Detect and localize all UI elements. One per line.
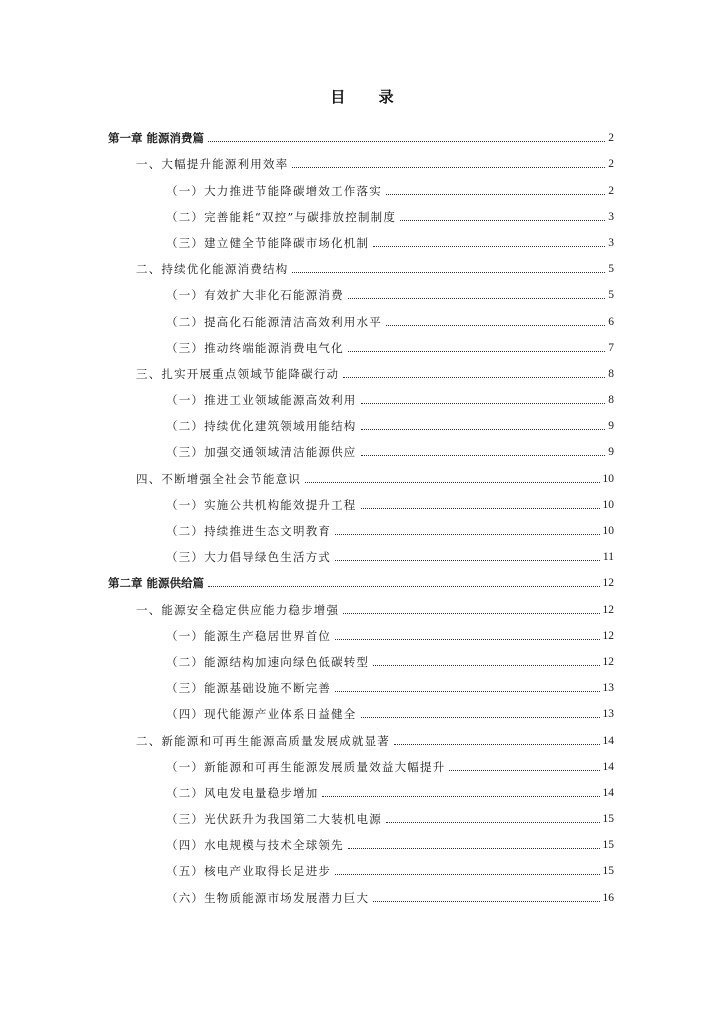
toc-entry-text: （一）能源生产稳居世界首位 <box>166 628 332 643</box>
toc-page-number: 2 <box>608 184 614 197</box>
toc-subsection-entry[interactable] <box>108 279 614 305</box>
toc-dot-leader <box>335 691 599 692</box>
toc-entry-text: （一）有效扩大非化石能源消费 <box>166 288 344 303</box>
toc-dot-leader <box>322 796 599 797</box>
toc-dot-leader <box>348 298 605 299</box>
toc-entry-text: 二、持续优化能源消费结构 <box>136 262 289 277</box>
toc-dot-leader <box>348 351 605 352</box>
toc-subsection-entry[interactable] <box>108 515 614 541</box>
toc-entry-text: （二）能源结构加速向绿色低碳转型 <box>166 654 370 669</box>
toc-entry-text: （四）现代能源产业体系日益健全 <box>166 707 357 722</box>
toc-subsection-entry[interactable] <box>108 803 614 829</box>
toc-dot-leader <box>208 141 605 142</box>
toc-page-number: 10 <box>602 472 614 485</box>
toc-subsection-entry[interactable] <box>108 620 614 646</box>
toc-subsection-entry[interactable] <box>108 410 614 436</box>
toc-page-number: 13 <box>602 682 614 695</box>
toc-entry-text: （四）水电规模与技术全球领先 <box>166 838 344 853</box>
toc-section-entry[interactable] <box>108 253 614 279</box>
toc-dot-leader <box>343 613 599 614</box>
toc-dot-leader <box>292 272 605 273</box>
toc-dot-leader <box>208 586 599 587</box>
toc-page-number: 2 <box>608 158 614 171</box>
toc-entry-text: （三）大力倡导绿色生活方式 <box>166 550 332 565</box>
toc-dot-leader <box>394 744 600 745</box>
toc-page-number: 14 <box>602 760 614 773</box>
toc-subsection-entry[interactable] <box>108 751 614 777</box>
toc-page-number: 8 <box>608 394 614 407</box>
toc-dot-leader <box>386 325 605 326</box>
toc-subsection-entry[interactable] <box>108 489 614 515</box>
toc-dot-leader <box>343 377 605 378</box>
toc-entry-text: （一）新能源和可再生能源发展质量效益大幅提升 <box>166 759 446 774</box>
toc-chapter-entry[interactable] <box>108 567 614 593</box>
toc-page-number: 3 <box>608 236 614 249</box>
toc-section-entry[interactable] <box>108 358 614 384</box>
toc-subsection-entry[interactable] <box>108 777 614 803</box>
toc-entry-text: （二）风电发电量稳步增加 <box>166 785 319 800</box>
toc-page-number: 3 <box>608 210 614 223</box>
toc-dot-leader <box>361 455 606 456</box>
toc-entry-text: （五）核电产业取得长足进步 <box>166 864 332 879</box>
toc-page-number: 11 <box>602 551 614 564</box>
toc-page-number: 13 <box>602 708 614 721</box>
toc-entry-text: （一）推进工业领域能源高效利用 <box>166 393 357 408</box>
toc-dot-leader <box>361 403 606 404</box>
toc-entry-text: （三）建立健全节能降碳市场化机制 <box>166 235 370 250</box>
toc-page-number: 14 <box>602 734 614 747</box>
toc-subsection-entry[interactable] <box>108 829 614 855</box>
toc-dot-leader <box>335 534 599 535</box>
toc-subsection-entry[interactable] <box>108 332 614 358</box>
toc-page-number: 15 <box>602 839 614 852</box>
toc-entry-text: （三）加强交通领域清洁能源供应 <box>166 445 357 460</box>
toc-subsection-entry[interactable] <box>108 174 614 200</box>
toc-page-number: 8 <box>608 367 614 380</box>
toc-page-number: 9 <box>608 420 614 433</box>
toc-section-entry[interactable] <box>108 462 614 488</box>
toc-dot-leader <box>361 508 600 509</box>
toc-entry-text: 第二章 能源供给篇 <box>108 576 205 591</box>
toc-page-number: 10 <box>602 525 614 537</box>
toc-dot-leader <box>335 560 600 561</box>
toc-page-number: 10 <box>602 498 614 511</box>
toc-subsection-entry[interactable] <box>108 855 614 881</box>
toc-page-number: 12 <box>602 577 614 590</box>
toc-subsection-entry[interactable] <box>108 698 614 724</box>
toc-page-number: 12 <box>602 655 614 668</box>
toc-entry-text: （二）提高化石能源清洁高效利用水平 <box>166 314 382 329</box>
toc-dot-leader <box>305 482 599 483</box>
toc-page-number: 2 <box>608 132 614 145</box>
table-of-contents <box>108 122 614 908</box>
toc-section-entry[interactable] <box>108 724 614 750</box>
toc-entry-text: （二）持续推进生态文明教育 <box>166 524 332 538</box>
toc-entry-text: 一、大幅提升能源利用效率 <box>136 157 289 172</box>
toc-subsection-entry[interactable] <box>108 227 614 253</box>
toc-title: 目 录 <box>330 88 408 106</box>
toc-entry-text: 三、扎实开展重点领域节能降碳行动 <box>136 366 340 381</box>
toc-subsection-entry[interactable] <box>108 384 614 410</box>
toc-page-number: 12 <box>602 629 614 642</box>
toc-dot-leader <box>361 429 606 430</box>
toc-subsection-entry[interactable] <box>108 201 614 227</box>
toc-page-number: 5 <box>608 263 614 276</box>
toc-page-number: 16 <box>602 891 614 904</box>
toc-page-number: 6 <box>608 315 614 328</box>
toc-subsection-entry[interactable] <box>108 305 614 331</box>
toc-entry-text: （三）推动终端能源消费电气化 <box>166 340 344 355</box>
toc-entry-text: （二）完善能耗“双控”与碳排放控制制度 <box>166 209 397 224</box>
toc-section-entry[interactable] <box>108 148 614 174</box>
toc-dot-leader <box>361 717 600 718</box>
toc-page-number: 9 <box>608 446 614 459</box>
toc-subsection-entry[interactable] <box>108 646 614 672</box>
toc-dot-leader <box>386 822 600 823</box>
toc-page-number: 7 <box>608 341 614 354</box>
toc-entry-text: 一、能源安全稳定供应能力稳步增强 <box>136 602 340 617</box>
toc-dot-leader <box>386 194 605 195</box>
toc-subsection-entry[interactable] <box>108 672 614 698</box>
toc-dot-leader <box>292 167 605 168</box>
toc-subsection-entry[interactable] <box>108 541 614 567</box>
toc-entry-text: （一）大力推进节能降碳增效工作落实 <box>166 183 382 198</box>
toc-entry-text: 二、新能源和可再生能源高质量发展成就显著 <box>136 733 390 748</box>
toc-dot-leader <box>373 246 605 247</box>
toc-dot-leader <box>335 874 599 875</box>
toc-entry-text: 四、不断增强全社会节能意识 <box>136 471 302 486</box>
toc-page-number: 5 <box>608 289 614 302</box>
toc-entry-text: （二）持续优化建筑领域用能结构 <box>166 419 357 434</box>
toc-subsection-entry[interactable] <box>108 436 614 462</box>
toc-dot-leader <box>449 770 599 771</box>
toc-entry-text: （六）生物质能源市场发展潜力巨大 <box>166 890 370 905</box>
toc-dot-leader <box>373 665 599 666</box>
toc-entry-text: （三）能源基础设施不断完善 <box>166 681 332 696</box>
toc-page-number: 15 <box>602 813 614 826</box>
toc-entry-text: 第一章 能源消费篇 <box>108 131 205 146</box>
toc-dot-leader <box>400 220 605 221</box>
toc-chapter-entry[interactable] <box>108 122 614 148</box>
toc-entry-text: （一）实施公共机构能效提升工程 <box>166 497 357 512</box>
toc-page-number: 14 <box>602 786 614 799</box>
toc-section-entry[interactable] <box>108 593 614 619</box>
toc-page-number: 12 <box>602 603 614 616</box>
toc-page-number: 15 <box>602 865 614 878</box>
toc-dot-leader <box>335 639 599 640</box>
toc-dot-leader <box>373 901 599 902</box>
toc-subsection-entry[interactable] <box>108 881 614 907</box>
toc-entry-text: （三）光伏跃升为我国第二大装机电源 <box>166 812 382 827</box>
toc-dot-leader <box>348 848 600 849</box>
